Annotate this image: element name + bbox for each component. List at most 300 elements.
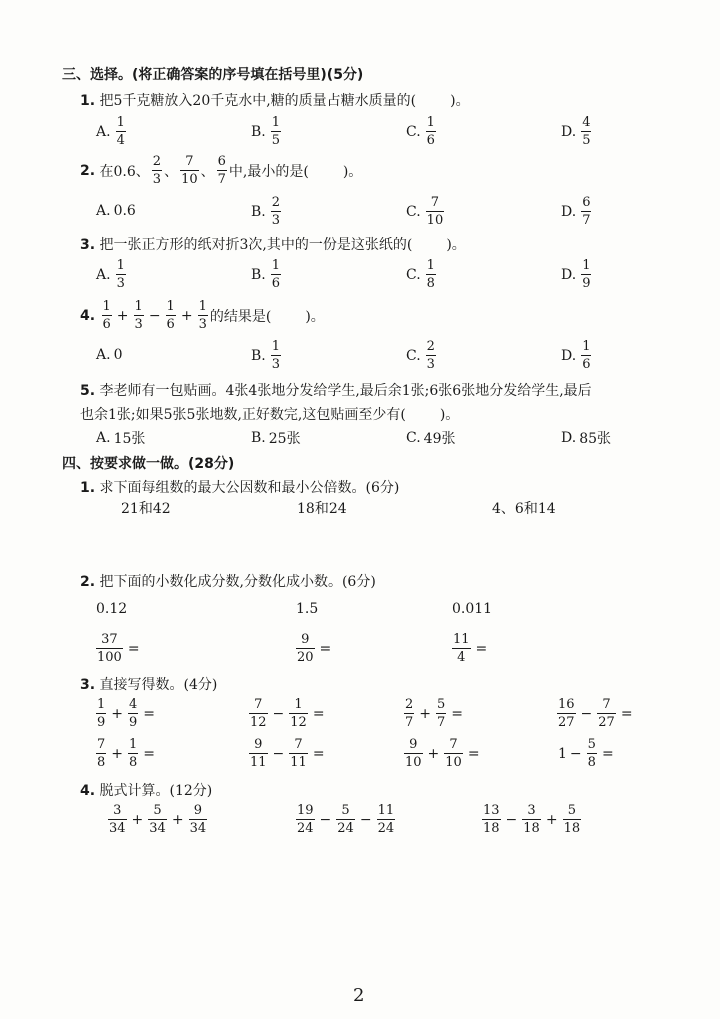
p2-stem [80,571,376,591]
fraction [436,698,446,729]
equals-sign: = [143,745,156,762]
q5-number: 5. [80,383,96,399]
fraction [108,804,127,835]
equals-sign: = [451,705,464,722]
fraction-bar [426,355,436,356]
p3-expression [247,738,328,769]
denominator: 8 [129,755,138,770]
fraction [217,155,227,186]
fraction [128,698,138,729]
denominator: 10 [405,755,422,770]
denominator: 34 [149,821,166,836]
denominator: 18 [523,821,540,836]
numerator: 5 [437,697,446,712]
numerator: 1 [271,258,281,273]
fraction-bar [452,648,471,649]
fraction-bar [96,753,106,754]
denominator: 8 [587,755,596,770]
p2-decimal: 0.12 [96,601,128,617]
p3-expression [558,738,617,769]
numerator: 13 [483,803,500,818]
fraction-bar [404,713,414,714]
integer: 1 [558,745,567,762]
fraction-bar [426,211,445,212]
fraction-bar [189,819,208,820]
fraction-bar [377,819,396,820]
fraction-bar [563,819,582,820]
fraction-bar [557,713,576,714]
operator: + [131,811,144,828]
denominator: 10 [445,755,462,770]
q2-text-end: )。 [342,163,363,180]
q4-text-end: )。 [305,308,325,325]
numerator: 1 [582,339,591,354]
denominator: 24 [377,821,395,836]
equals-sign: = [312,745,325,762]
numerator: 11 [453,632,470,647]
denominator: 3 [116,276,125,291]
q1-text-end: )。 [450,93,470,109]
operator: − [569,745,582,762]
numerator: 2 [152,154,162,169]
equals-sign: = [319,640,332,657]
denominator: 24 [337,821,354,836]
p2-number: 2. [80,574,96,590]
numerator: 19 [297,803,314,818]
p2-fraction-item [94,633,143,664]
fraction [148,804,167,835]
option-value: 49张 [423,431,456,447]
fraction-bar [426,274,436,275]
p1-number: 1. [80,480,96,496]
fraction [134,300,144,331]
q4-text: 的结果是( [209,308,272,325]
option-label: D. [561,266,577,283]
fraction [198,300,208,331]
denominator: 9 [129,715,138,730]
fraction [557,698,576,729]
fraction [581,259,591,290]
numerator: 1 [582,258,591,273]
equals-sign: = [143,705,156,722]
numerator: 1 [129,737,138,752]
fraction-bar [522,819,541,820]
fraction [581,116,591,147]
fraction-bar [296,819,315,820]
numerator: 9 [409,737,418,752]
option-label: C. [406,430,421,446]
denominator: 3 [152,172,162,187]
q1-option-b[interactable] [251,116,283,147]
q2-option-a[interactable] [96,203,136,219]
option-label: B. [251,123,266,140]
denominator: 18 [483,821,500,836]
denominator: 7 [437,715,446,730]
q3-option-c[interactable] [406,259,438,290]
denominator: 27 [558,715,575,730]
numerator: 11 [377,803,395,818]
denominator: 6 [582,357,591,372]
q5-stem-line2 [80,404,459,424]
numerator: 2 [426,339,435,354]
denominator: 4 [457,650,466,665]
q2-number: 2. [80,162,96,179]
fraction [581,340,591,371]
fraction [116,116,126,147]
fraction [271,259,281,290]
option-label: A. [96,266,111,283]
q5-option-b[interactable] [251,428,301,448]
option-label: A. [96,430,111,446]
fraction-bar [134,315,144,316]
p1-item: 18和24 [297,501,347,517]
fraction-bar [198,315,208,316]
q1-option-d[interactable] [561,116,593,147]
fraction-bar [289,753,308,754]
option-label: D. [561,123,577,140]
option-label: B. [251,203,266,220]
denominator: 5 [582,133,591,148]
equals-sign: = [620,705,633,722]
operator: − [272,745,285,762]
operator: + [545,811,558,828]
q3-stem [80,234,466,254]
operator: − [359,811,372,828]
denominator: 6 [166,317,175,332]
numerator: 2 [405,697,414,712]
fraction-bar [581,211,591,212]
operator: − [505,811,518,828]
fraction [377,804,396,835]
numerator: 7 [430,195,440,210]
fraction [336,804,355,835]
fraction-bar [180,170,199,171]
fraction-bar [482,819,501,820]
fraction [426,116,436,147]
operator: + [171,811,184,828]
fraction [116,259,126,290]
fraction-bar [581,355,591,356]
q5-option-c[interactable] [406,428,456,448]
q5-stem-line1 [80,380,592,400]
equals-sign: = [127,640,140,657]
denominator: 3 [271,213,281,228]
numerator: 1 [116,115,125,130]
numerator: 16 [558,697,575,712]
option-label: B. [251,430,266,446]
p4-stem [80,780,212,800]
fraction [271,116,281,147]
p2-fraction-item [450,633,490,664]
denominator: 20 [297,650,314,665]
equals-sign: = [601,745,614,762]
numerator: 1 [116,258,125,273]
q1-stem [80,90,470,110]
q2-option-d[interactable] [561,196,593,227]
fraction [271,340,281,371]
q3-text: 把一张正方形的纸对折3次,其中的一份是这张纸的( [99,237,413,253]
fraction-bar [116,274,126,275]
operator: + [116,307,129,324]
equals-sign: = [312,705,325,722]
denominator: 9 [97,715,106,730]
fraction [597,698,616,729]
p2-decimal: 1.5 [296,601,319,617]
operator: + [427,745,440,762]
option-label: C. [406,266,421,283]
fraction-bar [249,713,268,714]
fraction [96,738,106,769]
option-label: B. [251,266,266,283]
fraction [180,155,199,186]
option-label: C. [406,123,421,140]
fraction [249,698,268,729]
q2-option-c[interactable] [406,196,446,227]
denominator: 7 [405,715,414,730]
p4-expression [294,804,397,835]
numerator: 9 [193,803,202,818]
fraction-bar [108,819,127,820]
fraction [296,804,315,835]
numerator: 6 [217,154,226,169]
fraction-bar [152,170,162,171]
denominator: 3 [271,357,281,372]
fraction-bar [102,315,112,316]
numerator: 7 [97,737,106,752]
denominator: 34 [109,821,126,836]
q4-option-b[interactable] [251,340,283,371]
fraction [102,300,112,331]
numerator: 1 [97,697,106,712]
fraction [404,738,423,769]
denominator: 6 [426,133,435,148]
q3-option-b[interactable] [251,259,283,290]
numerator: 7 [185,154,194,169]
option-label: D. [561,430,577,446]
fraction [452,633,471,664]
option-value: 25张 [268,431,301,447]
fraction [563,804,582,835]
q3-number: 3. [80,237,96,253]
fraction-bar [96,713,106,714]
denominator: 10 [181,172,198,187]
p3-number: 3. [80,677,96,693]
numerator: 1 [294,697,303,712]
operator: − [272,705,285,722]
denominator: 8 [97,755,106,770]
numerator: 5 [341,803,350,818]
fraction-bar [426,131,436,132]
q4-option-d[interactable] [561,340,593,371]
fraction-bar [128,713,138,714]
numerator: 6 [582,195,591,210]
denominator: 18 [563,821,581,836]
numerator: 1 [102,299,111,314]
fraction [522,804,541,835]
operator: + [111,705,124,722]
equals-sign: = [475,640,488,657]
option-value: 15张 [113,431,146,447]
option-label: A. [96,347,111,363]
fraction [296,633,315,664]
option-label: D. [561,203,577,220]
p1-text: 求下面每组数的最大公因数和最小公倍数。(6分) [99,480,400,496]
denominator: 12 [250,715,267,730]
denominator: 3 [426,357,435,372]
numerator: 7 [449,737,458,752]
equals-sign: = [467,745,480,762]
numerator: 1 [134,299,143,314]
q1-number: 1. [80,93,96,109]
numerator: 1 [426,115,435,130]
operator: − [319,811,332,828]
option-value: 85张 [579,431,612,447]
fraction [581,196,591,227]
numerator: 4 [582,115,591,130]
fraction-bar [444,753,463,754]
fraction-bar [597,713,616,714]
denominator: 11 [290,755,307,770]
operator: + [111,745,124,762]
denominator: 12 [290,715,307,730]
p3-text: 直接写得数。(4分) [99,677,218,693]
section4-title: 四、按要求做一做。(28分) [62,456,235,472]
fraction [289,698,308,729]
q1-option-c[interactable] [406,116,438,147]
denominator: 7 [582,213,591,228]
q1-option-a[interactable] [96,116,128,147]
p2-fraction-item [294,633,334,664]
operator: + [180,307,193,324]
q5-text: 李老师有一包贴画。4张4张地分发给学生,最后余1张;6张6张地分发给学生,最后 [99,383,592,399]
q5-option-a[interactable] [96,428,145,448]
fraction-bar [581,131,591,132]
fraction-bar [436,713,446,714]
fraction-bar [271,211,281,212]
option-label: A. [96,203,111,219]
numerator: 3 [113,803,122,818]
p3-expression [94,738,158,769]
q2-stem [80,155,362,186]
fraction [166,300,176,331]
denominator: 4 [116,133,125,148]
numerator: 1 [271,115,281,130]
p2-decimal: 0.011 [452,601,493,617]
denominator: 5 [271,133,281,148]
separator: 、 [164,163,179,180]
p3-stem [80,674,217,694]
q5-text-end: )。 [439,407,460,423]
option-value: 0 [113,347,123,363]
q3-option-d[interactable] [561,259,593,290]
numerator: 37 [101,632,118,647]
denominator: 3 [198,317,207,332]
numerator: 1 [166,299,175,314]
denominator: 27 [598,715,615,730]
numerator: 7 [294,737,303,752]
q4-stem [80,300,325,331]
fraction-bar [271,355,281,356]
p3-expression [402,698,466,729]
p4-number: 4. [80,783,96,799]
fraction-bar [296,648,315,649]
fraction-bar [271,274,281,275]
fraction-bar [587,753,597,754]
option-label: D. [561,347,577,364]
fraction-bar [336,819,355,820]
numerator: 1 [198,299,207,314]
q2-option-b[interactable] [251,196,283,227]
operator: − [580,705,593,722]
option-label: C. [406,347,421,364]
p3-expression [555,698,636,729]
section3-title: 三、选择。(将正确答案的序号填在括号里)(5分) [62,67,364,83]
fraction [249,738,268,769]
numerator: 7 [254,697,263,712]
separator: 、 [200,163,215,180]
fraction-bar [96,648,123,649]
denominator: 34 [189,821,207,836]
p4-text: 脱式计算。(12分) [99,783,213,799]
fraction-bar [289,713,308,714]
denominator: 11 [250,755,267,770]
fraction-bar [271,131,281,132]
p4-expression [480,804,583,835]
denominator: 3 [134,317,143,332]
numerator: 9 [254,737,263,752]
fraction [426,259,436,290]
fraction-bar [249,753,268,754]
numerator: 1 [426,258,435,273]
q1-text: 把5千克糖放入20千克水中,糖的质量占糖水质量的( [99,93,417,109]
fraction [152,155,162,186]
q3-option-a[interactable] [96,259,128,290]
denominator: 8 [426,276,435,291]
denominator: 100 [97,650,122,665]
fraction-bar [148,819,167,820]
fraction [426,196,445,227]
q4-option-c[interactable] [406,340,438,371]
denominator: 7 [217,172,226,187]
numerator: 5 [587,737,596,752]
fraction [96,633,123,664]
q2-text-2: 中,最小的是( [228,163,309,180]
p3-expression [247,698,328,729]
option-label: B. [251,347,266,364]
p2-text: 把下面的小数化成分数,分数化成小数。(6分) [99,574,376,590]
fraction [426,340,436,371]
fraction [271,196,281,227]
q4-option-a[interactable] [96,347,122,363]
fraction [482,804,501,835]
fraction-bar [128,753,138,754]
p4-expression [106,804,209,835]
option-value: 0.6 [113,203,136,219]
numerator: 3 [527,803,536,818]
q2-text: 在0.6、 [99,163,150,180]
operator: − [148,307,161,324]
fraction [96,698,106,729]
q5-option-d[interactable] [561,428,611,448]
numerator: 2 [271,195,281,210]
numerator: 4 [129,697,138,712]
numerator: 5 [567,803,576,818]
denominator: 6 [102,317,111,332]
fraction [444,738,463,769]
q5-text-2: 也余1张;如果5张5张地数,正好数完,这包贴画至少有( [80,407,406,423]
fraction-bar [217,170,227,171]
fraction-bar [581,274,591,275]
